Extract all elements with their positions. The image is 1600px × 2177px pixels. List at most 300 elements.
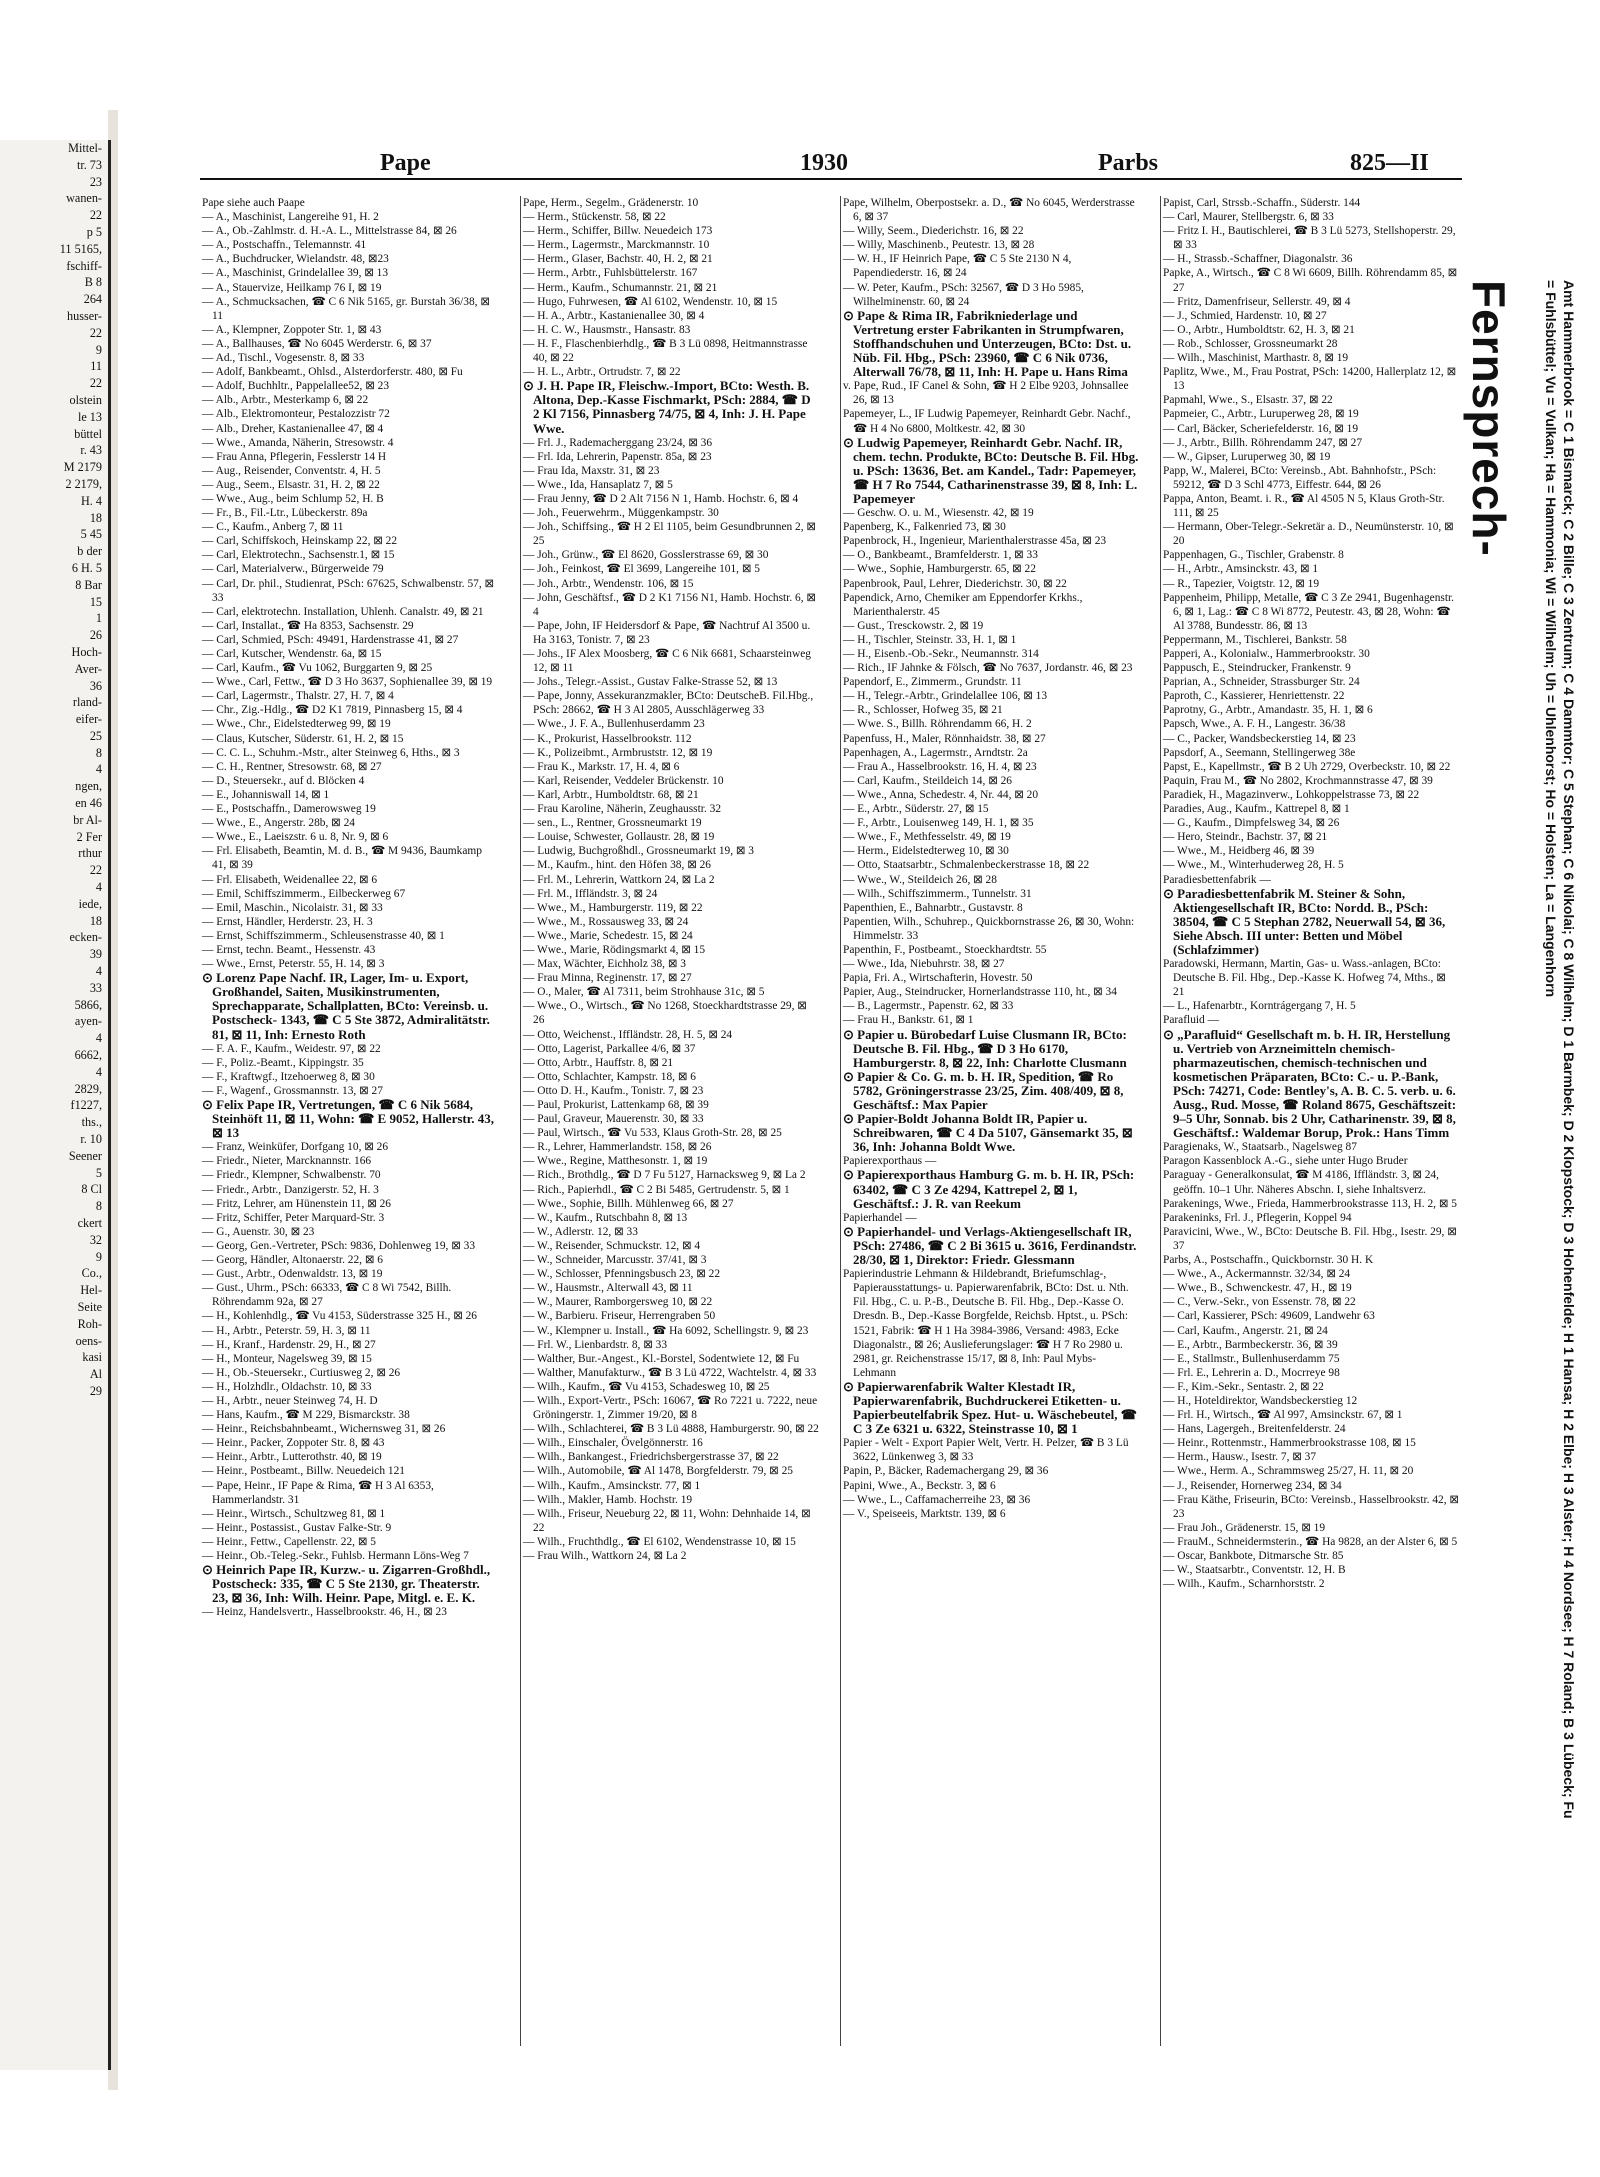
- margin-fragment: 18: [89, 510, 102, 525]
- directory-entry: — K., Polizeibmt., Armbruststr. 12, ⊠ 19: [523, 746, 713, 759]
- directory-entry: — H. C. W., Hausmstr., Hansastr. 83: [523, 323, 691, 336]
- directory-entry: Papierhandel —: [843, 1211, 917, 1224]
- directory-entry: — Rob., Schlosser, Grossneumarkt 28: [1163, 337, 1338, 350]
- directory-entry: Paragon Kassenblock A.-G., siehe unter Hugo Bruder: [1163, 1155, 1408, 1168]
- margin-fragment: kasi: [82, 1350, 102, 1365]
- column-2: [520, 196, 821, 2046]
- margin-fragment: oens-: [75, 1333, 102, 1348]
- directory-entry: — A., Maschinist, Langereihe 91, H. 2: [202, 211, 379, 224]
- directory-entry: — Adolf, Buchhltr., Pappelallee52, ⊠ 23: [202, 380, 390, 393]
- directory-entry: Papist, Carl, Strssb.-Schaffn., Süderstr. 144: [1163, 197, 1361, 209]
- directory-entry: — Wwe., Ernst, Peterstr. 55, H. 14, ⊠ 3: [202, 958, 385, 971]
- margin-fragment: 5: [95, 1165, 102, 1180]
- margin-fragment: 22: [89, 208, 102, 223]
- telephone-exchange-legend: [1462, 160, 1582, 1820]
- margin-fragment: tr. 73: [76, 157, 102, 172]
- legend-title: Fernsprech-: [1463, 280, 1515, 557]
- directory-entry: — Wwe., O., Wirtsch., ☎ No 1268, Stoeckhardtstrasse 29, ⊠ 26: [523, 1000, 807, 1027]
- directory-entry: — R., Lehrer, Hammerlandstr. 158, ⊠ 26: [523, 1141, 712, 1154]
- directory-entry: — H., Telegr.-Arbtr., Grindelallee 106, ⊠ 13: [843, 690, 1048, 703]
- directory-entry: — M., Kaufm., hint. den Höfen 38, ⊠ 26: [523, 859, 711, 872]
- margin-fragment: B 8: [84, 275, 102, 290]
- directory-entry: — Wilh., Friseur, Neueburg 22, ⊠ 11, Wohn: Dehnhaide 14, ⊠ 22: [523, 1507, 811, 1534]
- header-page-number: 825—II: [1350, 150, 1429, 176]
- margin-fragment: Hel-: [80, 1283, 102, 1298]
- margin-fragment: Mittel-: [68, 141, 102, 155]
- directory-entry: — Otto, Arbtr., Hauffstr. 8, ⊠ 21: [523, 1056, 674, 1069]
- directory-entry: — J., Schmied, Hardenstr. 10, ⊠ 27: [1163, 309, 1327, 322]
- directory-entry: — Wwe., Herm. A., Schrammsweg 25/27, H. 11, ⊠ 20: [1163, 1465, 1414, 1478]
- margin-fragment: 11: [90, 359, 102, 374]
- directory-entry: ⊙ Lorenz Pape Nachf. IR, Lager, Im- u. Export, Großhandel, Saiten, Musikinstrumenten, Sprechapparate, Schallplatten, BCto: Vereinsb. u. Postscheck- 1343, ☎ C 5 Ste 3872, Admiralitätstr. 81, ⊠ 11, Inh: Ernesto Roth: [202, 970, 490, 1042]
- directory-entry: — Herm., Stückenstr. 58, ⊠ 22: [523, 211, 666, 224]
- directory-entry: Papmeier, C., Arbtr., Luruperweg 28, ⊠ 19: [1163, 408, 1359, 421]
- directory-entry: Papsch, Wwe., A. F. H., Langestr. 36/38: [1163, 718, 1346, 731]
- directory-entry: — W., Staatsarbtr., Conventstr. 12, H. B: [1163, 1564, 1346, 1577]
- directory-entry: Papenbrook, Paul, Lehrer, Diederichstr. 30, ⊠ 22: [843, 577, 1067, 590]
- directory-entry: — Heinr., Wirtsch., Schultzweg 81, ⊠ 1: [202, 1507, 386, 1520]
- directory-entry: Papini, Wwe., A., Beckstr. 3, ⊠ 6: [843, 1479, 996, 1492]
- margin-fragment: 29: [89, 1383, 102, 1398]
- margin-fragment: 39: [89, 947, 102, 962]
- directory-entry: — Ad., Tischl., Vogesenstr. 8, ⊠ 33: [202, 352, 365, 365]
- directory-entry: — H. A., Arbtr., Kastanienallee 30, ⊠ 4: [523, 309, 705, 322]
- directory-entry: ⊙ Papierwarenfabrik Walter Klestadt IR, Papierwarenfabrik, Buchdruckerei Etiketten- u. Papierbeutelfabrik Spez. Hut- u. Wäschebeutel, ☎ C 3 Ze 6321 u. 6322, Steinstrasse 10, ⊠ 1: [843, 1378, 1137, 1437]
- header-left-name: Pape: [380, 150, 431, 176]
- directory-entry: Papentien, Wilh., Schuhrep., Quickbornstrasse 26, ⊠ 30, Wohn: Himmelstr. 33: [843, 915, 1135, 942]
- directory-entry: — Heinr., Postbeamt., Billw. Neuedeich 121: [202, 1465, 405, 1478]
- directory-entry: — Friedr., Arbtr., Danzigerstr. 52, H. 3: [202, 1183, 379, 1196]
- margin-fragment: 25: [89, 728, 102, 743]
- directory-entry: — Herm., Arbtr., Fuhlsbüttelerstr. 167: [523, 267, 698, 280]
- directory-entry: — Joh., Schiffsing., ☎ H 2 El 1105, beim Gesundbrunnen 2, ⊠ 25: [523, 521, 816, 548]
- directory-entry: — Georg, Gen.-Vertreter, PSch: 9836, Dohlenweg 19, ⊠ 33: [202, 1239, 476, 1252]
- directory-entry: — Geschw. O. u. M., Wiesenstr. 42, ⊠ 19: [843, 507, 1034, 520]
- directory-entry: — Joh., Arbtr., Wendenstr. 106, ⊠ 15: [523, 577, 694, 590]
- directory-entry: — Carl, Installat., ☎ Ha 8353, Sachsenstr. 29: [202, 619, 414, 632]
- directory-entry: — Rich., Brothdlg., ☎ D 7 Fu 5127, Harnacksweg 9, ⊠ La 2: [523, 1169, 806, 1182]
- directory-entry: Parafluid —: [1163, 1014, 1219, 1027]
- directory-entry: — C., Verw.-Sekr., von Essenstr. 78, ⊠ 22: [1163, 1296, 1356, 1309]
- directory-entry: — A., Ballhauses, ☎ No 6045 Werderstr. 6, ⊠ 37: [202, 337, 432, 350]
- margin-fragment: 8 Cl: [81, 1182, 102, 1197]
- directory-entry: — C., Packer, Wandsbeckerstieg 14, ⊠ 23: [1163, 732, 1356, 745]
- margin-fragment: iede,: [78, 896, 102, 911]
- directory-entry: — Wilh., Kaufm., Scharnhorststr. 2: [1163, 1578, 1325, 1591]
- directory-entry: — W., Adlerstr. 12, ⊠ 33: [523, 1225, 638, 1238]
- directory-entry: — H., Hoteldirektor, Wandsbeckerstieg 12: [1163, 1394, 1358, 1407]
- directory-entry: — Heinz, Handelsvertr., Hasselbrookstr. 46, H., ⊠ 23: [202, 1606, 447, 1619]
- directory-entry: Paradies, Aug., Kaufm., Kattrepel 8, ⊠ 1: [1163, 803, 1350, 816]
- directory-entry: — Heinr., Reichsbahnbeamt., Wichernsweg 31, ⊠ 26: [202, 1423, 446, 1436]
- margin-fragment: 2829,: [74, 1081, 102, 1096]
- margin-fragment: b der: [77, 544, 102, 559]
- directory-entry: — Wwe., Chr., Eidelstedterweg 99, ⊠ 19: [202, 718, 391, 731]
- directory-entry: — Karl, Reisender, Veddeler Brückenstr. 10: [523, 774, 724, 787]
- directory-entry: — E., Postschaffn., Damerowsweg 19: [202, 803, 376, 816]
- directory-entry: — C., Kaufm., Anberg 7, ⊠ 11: [202, 521, 344, 534]
- directory-entry: — Wwe., Carl, Fettw., ☎ D 3 Ho 3637, Sophienallee 39, ⊠ 19: [202, 676, 493, 689]
- margin-fragment: 6 H. 5: [71, 560, 102, 575]
- directory-entry: — A., Maschinist, Grindelallee 39, ⊠ 13: [202, 267, 389, 280]
- margin-fragment: 8 Bar: [75, 577, 102, 592]
- directory-entry: — Emil, Maschin., Nicolaistr. 31, ⊠ 33: [202, 901, 383, 914]
- directory-entry: Parakeninks, Frl. J., Pflegerin, Koppel 94: [1163, 1211, 1352, 1224]
- directory-entry: — Wwe., J. F. A., Bullenhuserdamm 23: [523, 718, 705, 731]
- directory-entry: — D., Steuersekr., auf d. Blöcken 4: [202, 774, 365, 787]
- directory-entry: — Wwe., Anna, Schedestr. 4, Nr. 44, ⊠ 20: [843, 788, 1039, 801]
- margin-fragment: 8: [95, 1199, 102, 1214]
- directory-entry: — Carl, Elektrotechn., Sachsenstr.1, ⊠ 15: [202, 549, 395, 562]
- directory-entry: — Rich., Papierhdl., ☎ C 2 Bi 5485, Gertrudenstr. 5, ⊠ 1: [523, 1183, 790, 1196]
- directory-entry: — H., Tischler, Steinstr. 33, H. 1, ⊠ 1: [843, 633, 1017, 646]
- directory-entry: Papke, A., Wirtsch., ☎ C 8 Wi 6609, Billh. Röhrendamm 85, ⊠ 27: [1163, 267, 1458, 294]
- margin-fragment: 26: [89, 628, 102, 643]
- margin-fragment: ecken-: [69, 930, 102, 945]
- directory-entry: — W., Kaufm., Rutschbahn 8, ⊠ 13: [523, 1211, 688, 1224]
- directory-entry: Papendorf, E., Zimmerm., Grundstr. 11: [843, 676, 1022, 689]
- margin-fragment: f1227,: [70, 1098, 102, 1113]
- directory-entry: — F., Kraftwgf., Itzehoerweg 8, ⊠ 30: [202, 1070, 375, 1083]
- margin-fragment: r. 10: [80, 1132, 102, 1147]
- directory-entry: Pappenheim, Philipp, Metalle, ☎ C 3 Ze 2941, Bugenhagenstr. 6, ⊠ 1, Lag.: ☎ C 8 Wi 8772, Peutestr. 43, ⊠ 28, Wohn: ☎ Al 3788, Bundesstr. 86, ⊠ 13: [1163, 591, 1455, 632]
- directory-entry: ⊙ Pape & Rima IR, Fabrikniederlage und Vertretung erster Fabrikanten in Strumpfwaren, Stoffhandschuhen und Unterzeugen, BCto: Dst. u. Nüb. Fil. Hbg., PSch: 23960, ☎ C 6 Nik 0736, Alterwall 76/78, ⊠ 11, Inh: H. Pape u. Hans Rima: [843, 307, 1132, 380]
- directory-entry: — Herm., Eidelstedterweg 10, ⊠ 30: [843, 845, 1009, 858]
- margin-fragment: 22: [89, 863, 102, 878]
- directory-entry: v. Pape, Rud., IF Canel & Sohn, ☎ H 2 Elbe 9203, Johnsallee 26, ⊠ 13: [843, 380, 1129, 407]
- directory-entry: — Wwe., Regine, Matthesonstr. 1, ⊠ 19: [523, 1155, 708, 1168]
- directory-entry: Papier, Aug., Steindrucker, Hornerlandstrasse 110, ht., ⊠ 34: [843, 986, 1117, 999]
- directory-entry: — Wwe., W., Steildeich 26, ⊠ 28: [843, 873, 997, 886]
- directory-entry: — Carl, Materialverw., Bürgerweide 79: [202, 563, 384, 576]
- margin-fragment: 22: [89, 376, 102, 391]
- directory-entry: — H., Kohlenhdlg., ☎ Vu 4153, Süderstrasse 325 H., ⊠ 26: [202, 1310, 477, 1323]
- directory-entry: Papia, Fri. A., Wirtschafterin, Hovestr. 50: [843, 972, 1033, 985]
- directory-entry: — Wilh., Bankangest., Friedrichsbergerstrasse 37, ⊠ 22: [523, 1451, 779, 1464]
- margin-fragment: 11 5165,: [59, 241, 102, 256]
- margin-fragment: en 46: [75, 796, 102, 811]
- directory-entry: — E., Stallmstr., Bullenhuserdamm 75: [1163, 1352, 1340, 1365]
- directory-entry: — H., Arbtr., Peterstr. 59, H. 3, ⊠ 11: [202, 1324, 371, 1337]
- directory-entry: — A., Klempner, Zoppoter Str. 1, ⊠ 43: [202, 323, 382, 336]
- directory-entry: — Wwe., E., Angerstr. 28b, ⊠ 24: [202, 817, 355, 830]
- directory-entry: — O., Bankbeamt., Bramfelderstr. 1, ⊠ 33: [843, 549, 1038, 562]
- margin-fragment: olstein: [69, 392, 102, 407]
- directory-entry: ⊙ Papier & Co. G. m. b. H. IR, Spedition, ☎ Ro 5782, Gröningerstrasse 23/25, Zim. 408/409, ⊠ 8, Geschäftsf.: Max Papier: [843, 1068, 1124, 1112]
- directory-entry: — Paul, Prokurist, Lattenkamp 68, ⊠ 39: [523, 1099, 709, 1111]
- directory-entry: Pappusch, E., Steindrucker, Frankenstr. 9: [1163, 662, 1351, 675]
- directory-entry: — Carl, Schiffskoch, Heinskamp 22, ⊠ 22: [202, 535, 398, 548]
- directory-entry: Papperi, A., Kolonialw., Hammerbrookstr. 30: [1163, 648, 1370, 660]
- directory-entry: — Ernst, Schiffszimmerm., Schleusenstrasse 40, ⊠ 1: [202, 929, 445, 942]
- directory-entry: ⊙ J. H. Pape IR, Fleischw.-Import, BCto: Westh. B. Altona, Dep.-Kasse Fischmarkt, PSch: 2884, ☎ D 2 Kl 7156, Pinnasberg 74/75, ⊠ 4, Inh: J. H. Pape Wwe.: [523, 378, 811, 436]
- directory-entry: — Johs., Telegr.-Assist., Gustav Falke-Strasse 52, ⊠ 13: [523, 676, 778, 689]
- directory-entry: — Heinr., Ob.-Teleg.-Sekr., Fuhlsb. Hermann Löns-Weg 7: [202, 1550, 469, 1562]
- directory-entry: — Gust., Tresckowstr. 2, ⊠ 19: [843, 619, 984, 632]
- directory-entry: Papenthien, E., Bahnarbtr., Gustavstr. 8: [843, 901, 1023, 914]
- directory-entry: — R., Tapezier, Voigtstr. 12, ⊠ 19: [1163, 577, 1320, 590]
- directory-entry: — W. Peter, Kaufm., PSch: 32567, ☎ D 3 Ho 5985, Wilhelminenstr. 60, ⊠ 24: [843, 281, 1084, 308]
- directory-entry: Papemeyer, L., IF Ludwig Papemeyer, Reinhardt Gebr. Nachf., ☎ H 4 No 6800, Moltkestr. 42, ⊠ 30: [843, 408, 1131, 435]
- directory-entry: Papsdorf, A., Seemann, Stellingerweg 38e: [1163, 746, 1356, 759]
- directory-entry: Papierindustrie Lehmann & Hildebrandt, Briefumschlag-, Papierausstattungs- u. Papierwarenfabrik, BCto: Dst. u. Nth. Fil. Hbg., C. u. P.-B., Deutsche B. Fil. Hbg., Dep.-Kasse O. Dresdn. B., Dep.-Kasse Borgfelde, Reichsb. Hptst., u. PSch: 1521, Fabrik: ☎ H 1 Ha 3984-3986, Versand: 4983, Ecke Diagonalstr., ⊠ 26; Auslieferungslager: ☎ H 7 Ro 2980 u. 2981, gr. Reichenstrasse 15/17, ⊠ 8, Inh: Paul Mybs-Lehmann: [843, 1268, 1129, 1379]
- directory-entry: — Wwe., Sophie, Billh. Mühlenweg 66, ⊠ 27: [523, 1197, 734, 1210]
- directory-entry: — Paul, Graveur, Mauerenstr. 30, ⊠ 33: [523, 1113, 704, 1126]
- directory-entry: — Joh., Feinkost, ☎ El 3699, Langereihe 101, ⊠ 5: [523, 563, 760, 576]
- directory-entry: Paplitz, Wwe., M., Frau Postrat, PSch: 14200, Hallerplatz 12, ⊠ 13: [1163, 366, 1457, 393]
- margin-fragment: 4: [95, 1031, 102, 1046]
- margin-fragment: husser-: [67, 308, 102, 323]
- directory-entry: — Fr., B., Fil.-Ltr., Lübeckerstr. 89a: [202, 507, 368, 520]
- directory-entry: — Heinr., Rottenmstr., Hammerbrookstrasse 108, ⊠ 15: [1163, 1437, 1416, 1450]
- directory-entry: — Frau Käthe, Friseurin, BCto: Vereinsb., Hasselbrookstr. 42, ⊠ 23: [1163, 1493, 1459, 1520]
- margin-fragment: 9: [95, 342, 102, 357]
- directory-entry: — G., Kaufm., Dimpfelsweg 34, ⊠ 26: [1163, 817, 1340, 830]
- directory-entry: — Fritz, Damenfriseur, Sellerstr. 49, ⊠ 4: [1163, 295, 1351, 308]
- directory-entry: — Otto, Lagerist, Parkallee 4/6, ⊠ 37: [523, 1042, 696, 1055]
- margin-fragment: eifer-: [75, 712, 102, 727]
- directory-entry: Paproth, C., Kassierer, Henriettenstr. 22: [1163, 690, 1345, 703]
- directory-entry: — Frau A., Hasselbrookstr. 16, H. 4, ⊠ 23: [843, 760, 1037, 773]
- directory-entry: — G., Auenstr. 30, ⊠ 23: [202, 1225, 315, 1238]
- margin-fragment: 2 Fer: [76, 829, 102, 844]
- directory-entry: — FrauM., Schneidermsterin., ☎ Ha 9828, an der Alster 6, ⊠ 5: [1163, 1535, 1458, 1548]
- margin-fragment: br Al-: [73, 812, 102, 827]
- directory-entry: — Wwe., Sophie, Hamburgerstr. 65, ⊠ 22: [843, 563, 1036, 576]
- margin-fragment: Co.,: [81, 1266, 102, 1281]
- directory-entry: — W., Reisender, Schmuckstr. 12, ⊠ 4: [523, 1239, 701, 1252]
- directory-entry: — Hans, Kaufm., ☎ M 229, Bismarckstr. 38: [202, 1409, 410, 1422]
- margin-fragment: 4: [95, 762, 102, 777]
- directory-entry: — Alb., Dreher, Kastanienallee 47, ⊠ 4: [202, 422, 384, 435]
- directory-entry: — Walther, Manufakturw., ☎ B 3 Lü 4722, Wachtelstr. 4, ⊠ 33: [523, 1366, 817, 1379]
- margin-fragment: 15: [89, 594, 102, 609]
- directory-entry: — Max, Wächter, Eichholz 38, ⊠ 3: [523, 958, 686, 971]
- directory-entry: — Joh., Grünw., ☎ El 8620, Gosslerstrasse 69, ⊠ 30: [523, 549, 769, 562]
- margin-fragment: 5866,: [74, 997, 102, 1012]
- directory-entry: — J., Arbtr., Billh. Röhrendamm 247, ⊠ 27: [1163, 436, 1363, 449]
- directory-entry: — Wilh., Einschaler, Övelgönnerstr. 16: [523, 1437, 703, 1450]
- directory-entry: — Carl, Schmied, PSch: 49491, Hardenstrasse 41, ⊠ 27: [202, 633, 459, 646]
- directory-entry: — Frl. H., Wirtsch., ☎ Al 997, Amsinckstr. 67, ⊠ 1: [1163, 1409, 1403, 1422]
- directory-entry: — A., Stauervize, Heilkamp 76 I, ⊠ 19: [202, 281, 382, 294]
- margin-fragment: 5 45: [80, 527, 102, 542]
- directory-entry: — Heinr., Postassist., Gustav Falke-Str. 9: [202, 1521, 392, 1534]
- margin-fragment: Roh-: [77, 1316, 102, 1331]
- directory-entry: — W., Hausmstr., Alterwall 43, ⊠ 11: [523, 1282, 693, 1295]
- directory-entry: — Rich., IF Jahnke & Fölsch, ☎ No 7637, Jordanstr. 46, ⊠ 23: [843, 662, 1133, 675]
- directory-entry: — Fritz, Lehrer, am Hünenstein 11, ⊠ 26: [202, 1197, 391, 1210]
- directory-entry: Papmahl, Wwe., S., Elsastr. 37, ⊠ 22: [1163, 394, 1333, 407]
- directory-entry: — Frau Karoline, Näherin, Zeughausstr. 32: [523, 803, 722, 816]
- directory-entry: — Wilh., Kaufm., Amsinckstr. 77, ⊠ 1: [523, 1479, 701, 1492]
- directory-entry: — Wwe., A., Ackermannstr. 32/34, ⊠ 24: [1163, 1268, 1351, 1281]
- margin-fragment: 18: [89, 913, 102, 928]
- margin-fragment: p 5: [86, 224, 102, 239]
- directory-entry: — Pape, John, IF Heidersdorf & Pape, ☎ Nachtruf Al 3500 u. Ha 3163, Tonistr. 7, ⊠ 23: [523, 619, 811, 646]
- directory-entry: Papenbrock, H., Ingenieur, Marienthalerstrasse 45a, ⊠ 23: [843, 535, 1107, 548]
- directory-entry: — Willy, Maschinenb., Peutestr. 13, ⊠ 28: [843, 239, 1035, 252]
- margin-fragment: 9: [95, 1249, 102, 1264]
- directory-entry: — E., Arbtr., Barmbeckerstr. 36, ⊠ 39: [1163, 1338, 1338, 1351]
- directory-entry: — F. A. F., Kaufm., Weidestr. 97, ⊠ 22: [202, 1042, 381, 1055]
- directory-entry: — H., Strassb.-Schaffner, Diagonalstr. 36: [1163, 253, 1353, 266]
- directory-entry: Paradiek, H., Magazinverw., Lohkoppelstrasse 73, ⊠ 22: [1163, 788, 1420, 801]
- directory-entry: — Wwe., B., Schwenckestr. 47, H., ⊠ 19: [1163, 1282, 1352, 1295]
- directory-entry: — Carl, Maurer, Stellbergstr. 6, ⊠ 33: [1163, 211, 1334, 224]
- directory-entry: — Wilh., Schiffszimmerm., Tunnelstr. 31: [843, 887, 1032, 900]
- margin-fragment: büttel: [74, 426, 102, 441]
- directory-entry: — Alb., Arbtr., Mesterkamp 6, ⊠ 22: [202, 394, 369, 407]
- directory-page: [118, 140, 1458, 2060]
- directory-entry: — Carl, Kaufm., ☎ Vu 1062, Burggarten 9, ⊠ 25: [202, 662, 433, 675]
- directory-entry: — C. H., Rentner, Stresowstr. 68, ⊠ 27: [202, 760, 382, 773]
- directory-entry: ⊙ Heinrich Pape IR, Kurzw.- u. Zigarren-Großhdl., Postscheck: 335, ☎ C 5 Ste 2130, gr. Theaterstr. 23, ⊠ 36, Inh: Wilh. Heinr. Pape, Mitgl. e. E. K.: [202, 1562, 491, 1606]
- directory-entry: — Wilh., Maschinist, Marthastr. 8, ⊠ 19: [1163, 352, 1349, 365]
- directory-entry: — Carl, Bäcker, Scheriefelderstr. 16, ⊠ 19: [1163, 422, 1359, 435]
- directory-entry: — Wwe., L., Caffamacherreihe 23, ⊠ 36: [843, 1493, 1031, 1506]
- directory-entry: — Wwe., M., Winterhuderweg 28, H. 5: [1163, 859, 1344, 872]
- directory-entry: — Frl. Ida, Lehrerin, Papenstr. 85a, ⊠ 23: [523, 450, 712, 463]
- margin-fragment: 4: [95, 964, 102, 979]
- directory-entry: — W., Barbieru. Friseur, Herrengraben 50: [523, 1310, 716, 1323]
- directory-entry: — Frau K., Markstr. 17, H. 4, ⊠ 6: [523, 760, 680, 773]
- directory-entry: — Friedr., Nieter, Marcknannstr. 166: [202, 1155, 372, 1168]
- directory-entry: — Pape, Jonny, Assekuranzmakler, BCto: DeutscheB. Fil.Hbg., PSch: 28662, ☎ H 3 Al 2805, Ausschlägerweg 33: [523, 690, 814, 717]
- directory-entry: — Carl, Kaufm., Angerstr. 21, ⊠ 24: [1163, 1324, 1328, 1337]
- directory-entry: — Fritz, Schiffer, Peter Marquard-Str. 3: [202, 1211, 385, 1224]
- directory-entry: — Frau Jenny, ☎ D 2 Alt 7156 N 1, Hamb. Hochstr. 6, ⊠ 4: [523, 492, 799, 505]
- directory-entry: Pape siehe auch Paape: [202, 197, 305, 209]
- directory-entry: — Carl, Dr. phil., Studienrat, PSch: 67625, Schwalbenstr. 57, ⊠ 33: [202, 577, 495, 604]
- directory-entry: — Hugo, Fuhrwesen, ☎ Al 6102, Wendenstr. 10, ⊠ 15: [523, 295, 778, 308]
- directory-entry: — W., Maurer, Ramborgersweg 10, ⊠ 22: [523, 1296, 713, 1309]
- column-3: [840, 196, 1141, 2046]
- margin-fragment: le 13: [77, 409, 102, 424]
- directory-entry: — K., Prokurist, Hasselbrookstr. 112: [523, 732, 692, 745]
- directory-entry: Pappa, Anton, Beamt. i. R., ☎ Al 4505 N 5, Klaus Groth-Str. 111, ⊠ 25: [1163, 492, 1445, 520]
- directory-entry: ⊙ Papierexporthaus Hamburg G. m. b. H. IR, PSch: 63402, ☎ C 3 Ze 4294, Kattrepel 2, ⊠ 1, Geschäftsf.: J. R. van Reekum: [843, 1167, 1135, 1211]
- directory-entry: Paprian, A., Schneider, Strassburger Str. 24: [1163, 676, 1360, 689]
- margin-fragment: 33: [89, 980, 102, 995]
- directory-entry: — E., Arbtr., Süderstr. 27, ⊠ 15: [843, 803, 989, 816]
- directory-entry: — Joh., Feuerwehrm., Müggenkampstr. 30: [523, 507, 719, 520]
- directory-entry: — Paul, Wirtsch., ☎ Vu 533, Klaus Groth-Str. 28, ⊠ 25: [523, 1127, 782, 1140]
- margin-fragment: 8: [95, 745, 102, 760]
- directory-entry: — O., Maler, ☎ Al 7311, beim Strohhause 31c, ⊠ 5: [523, 986, 765, 999]
- directory-entry: — Ernst, Händler, Herderstr. 23, H. 3: [202, 915, 373, 928]
- directory-entry: — Frau Minna, Reginenstr. 17, ⊠ 27: [523, 972, 692, 985]
- directory-entry: — Wwe., Ida, Hansaplatz 7, ⊠ 5: [523, 478, 673, 491]
- directory-entry: — Wwe., Amanda, Näherin, Stresowstr. 4: [202, 436, 394, 449]
- directory-entry: Papenhagen, A., Lagermstr., Arndtstr. 2a: [843, 746, 1028, 759]
- directory-entry: — Heinr., Arbtr., Lutterothstr. 40, ⊠ 19: [202, 1451, 382, 1464]
- directory-entry: — H., Arbtr., neuer Steinweg 74, H. D: [202, 1394, 378, 1407]
- directory-entry: — W., Klempner u. Install., ☎ Ha 6092, Schellingstr. 9, ⊠ 23: [523, 1324, 809, 1337]
- directory-entry: — Ludwig, Buchgroßhdl., Grossneumarkt 19, ⊠ 3: [523, 845, 755, 858]
- directory-entry: Papst, E., Kapellmstr., ☎ B 2 Uh 2729, Overbeckstr. 10, ⊠ 22: [1163, 760, 1451, 773]
- margin-fragment: ayen-: [74, 1014, 102, 1029]
- directory-entry: — John, Geschäftsf., ☎ D 2 K1 7156 N1, Hamb. Hochstr. 6, ⊠ 4: [523, 591, 816, 618]
- directory-entry: — Wwe. S., Billh. Röhrendamm 66, H. 2: [843, 718, 1032, 731]
- margin-fragment: M 2179: [63, 460, 102, 475]
- directory-entry: Papenberg, K., Falkenried 73, ⊠ 30: [843, 521, 1006, 534]
- directory-entry: — Wwe., E., Laeiszstr. 6 u. 8, Nr. 9, ⊠ 6: [202, 831, 389, 844]
- directory-entry: — Wilh., Fruchthdlg., ☎ El 6102, Wendenstrasse 10, ⊠ 15: [523, 1535, 796, 1548]
- directory-entry: Papin, P., Bäcker, Rademachergang 29, ⊠ 36: [843, 1465, 1049, 1478]
- margin-fragment: 4: [95, 880, 102, 895]
- directory-entry: — Wilh., Schlachterei, ☎ B 3 Lü 4888, Hamburgerstr. 90, ⊠ 22: [523, 1423, 819, 1436]
- margin-fragment: 6662,: [74, 1048, 102, 1063]
- directory-entry: — Frl. J., Rademacherggang 23/24, ⊠ 36: [523, 436, 713, 449]
- directory-entry: — Herm., Kaufm., Schumannstr. 21, ⊠ 21: [523, 281, 718, 294]
- directory-entry: ⊙ „Parafluid“ Gesellschaft m. b. H. IR, Herstellung u. Vertrieb von Arzneimitteln chemisch-pharmazeutischen, chemisch-technischen und kosmetischen Präparaten, BCto: C.- u. P.-Bank, PSch: 74271, Code: Bentley's, A. B. C. 5. verb. u. 6. Ausg., Rud. Mosse, ☎ Roland 8675, Geschäftszeit: 9–5 Uhr, Sonnab. bis 2 Uhr, Catharinenstr. 39, ⊠ 8, Geschäftsf.: Waldemar Borup, Prok.: Hans Timm: [1163, 1026, 1457, 1141]
- directory-entry: — H., Ob.-Steuersekr., Curtiusweg 2, ⊠ 26: [202, 1366, 401, 1379]
- directory-entry: — Wwe., Marie, Schedestr. 15, ⊠ 24: [523, 929, 693, 942]
- directory-entry: Paradowski, Hermann, Martin, Gas- u. Wass.-anlagen, BCto: Deutsche B. Fil. Hbg., Dep.-Kasse K. Hofweg 74, Mths., ⊠ 21: [1163, 958, 1446, 999]
- directory-entry: — sen., L., Rentner, Grossneumarkt 19: [523, 817, 702, 830]
- margin-fragment: 32: [89, 1232, 102, 1247]
- previous-page-margin: [0, 140, 111, 2070]
- directory-entry: — Frl. M., Lehrerin, Wattkorn 24, ⊠ La 2: [523, 873, 715, 886]
- directory-entry: — Herm., Hausw., Isestr. 7, ⊠ 37: [1163, 1451, 1317, 1464]
- directory-columns: [200, 196, 1462, 2046]
- directory-entry: — Otto, Weichenst., Iffländstr. 28, H. 5, ⊠ 24: [523, 1028, 733, 1041]
- directory-entry: — H., Holzhdlr., Oldachstr. 10, ⊠ 33: [202, 1380, 372, 1393]
- directory-entry: — H. L., Arbtr., Ortrudstr. 7, ⊠ 22: [523, 366, 681, 379]
- directory-entry: — Karl, Arbtr., Humboldtstr. 68, ⊠ 21: [523, 788, 699, 801]
- directory-entry: — Adolf, Bankbeamt., Ohlsd., Alsterdorferstr. 480, ⊠ Fu: [202, 366, 463, 379]
- directory-entry: — Johs., IF Alex Moosberg, ☎ C 6 Nik 6681, Schaarsteinweg 12, ⊠ 11: [523, 648, 811, 675]
- directory-entry: — H., Monteur, Nagelsweg 39, ⊠ 15: [202, 1352, 372, 1365]
- directory-entry: — Oscar, Bankbote, Ditmarsche Str. 85: [1163, 1550, 1344, 1562]
- directory-entry: — Wwe., Marie, Rödingsmarkt 4, ⊠ 15: [523, 943, 706, 956]
- directory-entry: — W., Schneider, Marcusstr. 37/41, ⊠ 3: [523, 1254, 707, 1267]
- directory-entry: — Wilh., Makler, Hamb. Hochstr. 19: [523, 1493, 693, 1506]
- directory-entry: — E., Johanniswall 14, ⊠ 1: [202, 788, 330, 801]
- directory-entry: — Hermann, Ober-Telegr.-Sekretär a. D., Neumünsterstr. 10, ⊠ 20: [1163, 521, 1454, 548]
- margin-fragment: 1: [95, 611, 102, 626]
- directory-entry: — H., Eisenb.-Ob.-Sekr., Neumannstr. 314: [843, 648, 1039, 660]
- directory-entry: — Frau Ida, Maxstr. 31, ⊠ 23: [523, 464, 660, 477]
- directory-entry: — Frau Wilh., Wattkorn 24, ⊠ La 2: [523, 1550, 687, 1562]
- directory-entry: — Carl, Kaufm., Steildeich 14, ⊠ 26: [843, 774, 1012, 787]
- directory-entry: — Frl. Elisabeth, Beamtin, M. d. B., ☎ M 9436, Baumkamp 41, ⊠ 39: [202, 845, 482, 872]
- directory-entry: — Willy, Seem., Diederichstr. 16, ⊠ 22: [843, 225, 1024, 238]
- directory-entry: — F., Arbtr., Louisenweg 149, H. 1, ⊠ 35: [843, 817, 1034, 830]
- margin-fragment: ckert: [77, 1216, 102, 1230]
- directory-entry: ⊙ Papier u. Bürobedarf Luise Clusmann IR, BCto: Deutsche B. Fil. Hbg., ☎ D 3 Ho 6170, Hamburgerstr. 8, ⊠ 22, Inh: Charlotte Clusmann: [843, 1026, 1127, 1070]
- directory-entry: — Wilh., Automobile, ☎ Al 1478, Borgfelderstr. 79, ⊠ 25: [523, 1465, 793, 1478]
- directory-entry: Pappenhagen, G., Tischler, Grabenstr. 8: [1163, 549, 1344, 562]
- directory-entry: — Gust., Arbtr., Odenwaldstr. 13, ⊠ 19: [202, 1268, 383, 1281]
- directory-entry: Parbs, A., Postschaffn., Quickbornstr. 30 H. K: [1163, 1254, 1374, 1267]
- directory-entry: — Fritz I. H., Bautischlerei, ☎ B 3 Lü 5273, Stellshoperstr. 29, ⊠ 33: [1163, 225, 1456, 252]
- directory-entry: — O., Arbtr., Humboldtstr. 62, H. 3, ⊠ 21: [1163, 323, 1355, 336]
- directory-entry: — Ernst, techn. Beamt., Hessenstr. 43: [202, 943, 376, 956]
- directory-entry: — Aug., Seem., Elsastr. 31, H. 2, ⊠ 22: [202, 478, 380, 491]
- directory-entry: Paprotny, G., Arbtr., Amandastr. 35, H. 1, ⊠ 6: [1163, 704, 1373, 717]
- directory-entry: — F., Kim.-Sekr., Sentastr. 2, ⊠ 22: [1163, 1380, 1324, 1393]
- directory-entry: — W. H., IF Heinrich Pape, ☎ C 5 Ste 2130 N 4, Papendiederstr. 16, ⊠ 24: [843, 253, 1072, 280]
- directory-entry: Papierexporthaus —: [843, 1155, 937, 1168]
- directory-entry: Paraguay - Generalkonsulat, ☎ M 4186, Iffländstr. 3, ⊠ 24, geöffn. 10–1 Uhr. Näheres Abschn. I, siehe Inhaltsverz.: [1163, 1169, 1439, 1196]
- margin-fragment: Seener: [68, 1148, 102, 1163]
- directory-entry: Paragienaks, W., Staatsarb., Nagelsweg 87: [1163, 1141, 1357, 1154]
- directory-entry: — Walther, Bur.-Angest., Kl.-Borstel, Sodentwiete 12, ⊠ Fu: [523, 1352, 800, 1365]
- margin-fragment: H. 4: [81, 493, 102, 508]
- margin-fragment: Al: [89, 1367, 102, 1382]
